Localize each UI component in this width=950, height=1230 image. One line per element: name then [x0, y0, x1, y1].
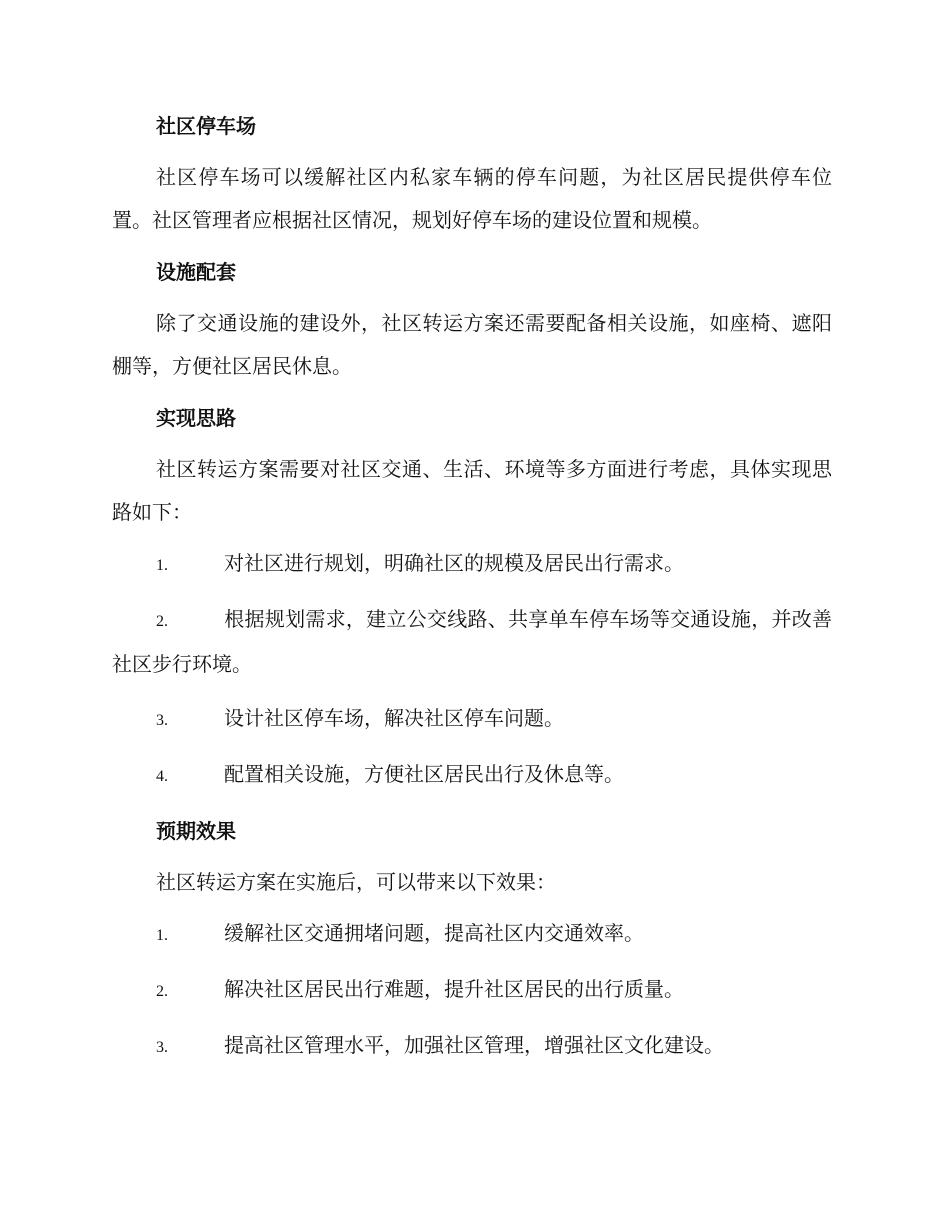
- list-item-text: 设计社区停车场，解决社区停车问题。: [224, 706, 564, 730]
- list-item: [112, 753, 832, 798]
- section-paragraph-parking: 社区停车场可以缓解社区内私家车辆的停车问题，为社区居民提供停车位置。社区管理者应根据社区情况，规划好停车场的建设位置和规模。: [112, 165, 832, 232]
- list-item-number: 2.: [156, 983, 168, 1000]
- list-item-text: 解决社区居民出行难题，提升社区居民的出行质量。: [224, 977, 684, 1001]
- section-heading-parking: 社区停车场: [156, 114, 256, 138]
- list-item-number: 1.: [156, 557, 168, 574]
- section-heading-facilities: 设施配套: [156, 260, 236, 284]
- list-item-number: 3.: [156, 712, 168, 729]
- list-item-text: 配置相关设施，方便社区居民出行及休息等。: [224, 762, 624, 786]
- list-item: [112, 598, 832, 686]
- list-item-number: 2.: [156, 613, 168, 630]
- document-page: [112, 104, 832, 1080]
- list-item: [112, 912, 832, 957]
- section-paragraph-facilities: 除了交通设施的建设外，社区转运方案还需要配备相关设施，如座椅、遮阳棚等，方便社区居民休息。: [112, 311, 832, 378]
- section-paragraph-expected-effects: 社区转运方案在实施后，可以带来以下效果：: [156, 870, 556, 894]
- list-item-text: 对社区进行规划，明确社区的规模及居民出行需求。: [224, 551, 684, 575]
- section-paragraph-implementation: 社区转运方案需要对社区交通、生活、环境等多方面进行考虑，具体实现思路如下：: [112, 457, 832, 524]
- list-item: [112, 968, 832, 1013]
- section-heading-implementation: 实现思路: [156, 406, 236, 430]
- list-item: [112, 697, 832, 742]
- list-item-number: 4.: [156, 768, 168, 785]
- section-heading-expected-effects: 预期效果: [156, 819, 236, 843]
- list-item-text: 缓解社区交通拥堵问题，提高社区内交通效率。: [224, 921, 644, 945]
- list-item-number: 1.: [156, 927, 168, 944]
- list-item-number: 3.: [156, 1039, 168, 1056]
- list-item-text: 提高社区管理水平，加强社区管理，增强社区文化建设。: [224, 1033, 724, 1057]
- list-item: [112, 542, 832, 587]
- list-item: [112, 1024, 832, 1069]
- list-item-text: 根据规划需求，建立公交线路、共享单车停车场等交通设施，并改善社区步行环境。: [112, 607, 832, 676]
